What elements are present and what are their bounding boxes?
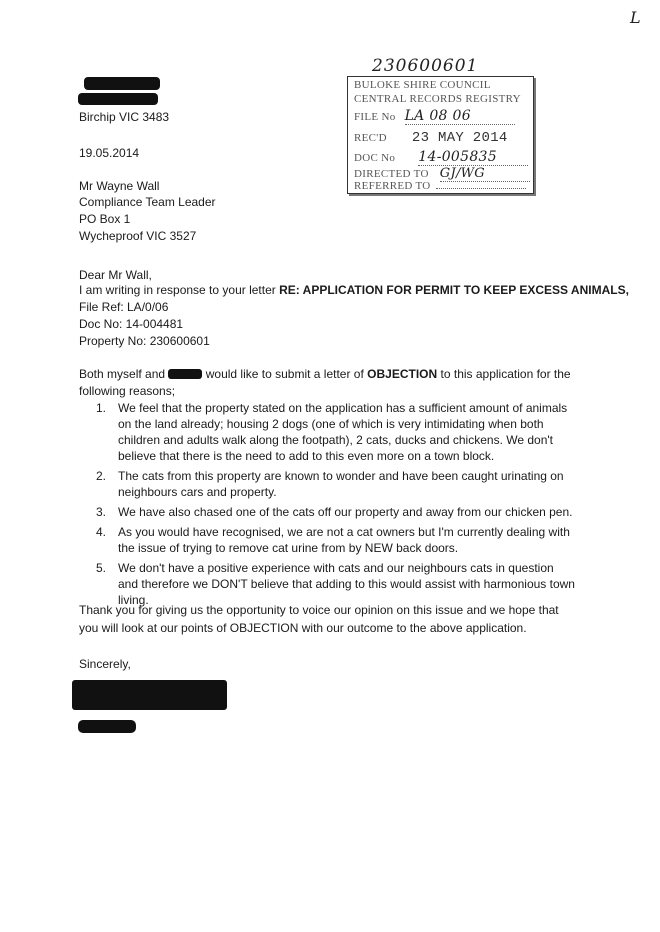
redacted-signature (72, 680, 227, 710)
stamp-referred-label: REFERRED TO (354, 180, 431, 192)
list-item (96, 504, 576, 520)
redacted-sender-name (84, 77, 160, 90)
list-item (96, 524, 576, 556)
stamp-council-line: BULOKE SHIRE COUNCIL (354, 79, 491, 91)
objection-before: Both myself and (79, 367, 166, 381)
reason-number: 1. (96, 401, 107, 415)
stamp-doc-label: DOC No (354, 152, 396, 164)
list-item (96, 400, 576, 464)
stamp-file-label: FILE No (354, 111, 396, 123)
stamp-directed-value: GJ/WG (440, 166, 530, 182)
reason-text: The cats from this property are known to wonder and have been caught urinating on neighbours cars and property. (118, 469, 564, 499)
redacted-name-inline (168, 369, 202, 379)
objection-line (79, 366, 571, 382)
intro-text: I am writing in response to your letter (79, 283, 280, 297)
reason-number: 3. (96, 505, 107, 519)
intro-subject: RE: APPLICATION FOR PERMIT TO KEEP EXCESS ANIMALS, (279, 283, 629, 297)
reason-text: We have also chased one of the cats off our property and away from our chicken pen. (118, 505, 573, 519)
objection-bold: OBJECTION (367, 367, 438, 381)
redacted-sender-street (78, 93, 158, 105)
recipient-title: Compliance Team Leader (79, 195, 216, 209)
recipient-po-box: PO Box 1 (79, 212, 131, 226)
redacted-signer-name (78, 720, 136, 733)
reasons-list (96, 400, 576, 612)
doc-no: Doc No: 14-004481 (79, 317, 184, 331)
reason-text: We feel that the property stated on the application has a sufficient amount of animals on the land already; housing 2 dogs (one of which is very intimidating when both children and adults walk along the footpath), 2 cats, ducks and chickens. We don't believe that there is the need to add to this even more on a town block. (118, 401, 568, 463)
stamp-registry-line: CENTRAL RECORDS REGISTRY (354, 93, 521, 105)
intro-line (79, 282, 629, 298)
stamp-received-label: REC'D (354, 132, 387, 144)
reason-text: As you would have recognised, we are not a cat owners but I'm currently dealing with the issue of trying to remove cat urine from by NEW back doors. (118, 525, 570, 555)
recipient-town: Wycheproof VIC 3527 (79, 229, 197, 243)
objection-after: would like to submit a letter of (205, 367, 364, 381)
corner-mark: L (630, 8, 641, 27)
stamp-received-date: 23 MAY 2014 (411, 130, 508, 146)
stamp-file-value: LA 08 06 (405, 108, 515, 125)
letter-date: 19.05.2014 (79, 146, 140, 160)
sign-off: Sincerely, (79, 657, 131, 671)
handwritten-property-number: 230600601 (372, 56, 479, 76)
reason-number: 2. (96, 469, 107, 483)
objection-end: to this application for the (440, 367, 571, 381)
registry-stamp (347, 76, 534, 194)
stamp-doc-value: 14-005835 (418, 149, 528, 166)
sender-town: Birchip VIC 3483 (79, 110, 170, 124)
reason-number: 4. (96, 525, 107, 539)
reason-text: We don't have a positive experience with cats and our neighbours cats in question and therefore we DON'T believe that adding to this would assist with harmonious town living. (118, 561, 575, 607)
file-ref: File Ref: LA/0/06 (79, 300, 169, 314)
recipient-name: Mr Wayne Wall (79, 179, 160, 193)
stamp-directed-label: DIRECTED TO (354, 168, 429, 180)
reason-number: 5. (96, 561, 107, 575)
salutation: Dear Mr Wall, (79, 268, 152, 282)
closing-paragraph: Thank you for giving us the opportunity to voice our opinion on this issue and we hope that you will look at our points of OBJECTION with our outcome to the above application. (79, 603, 559, 635)
property-no: Property No: 230600601 (79, 334, 210, 348)
objection-line-2: following reasons; (79, 384, 176, 398)
list-item (96, 468, 576, 500)
